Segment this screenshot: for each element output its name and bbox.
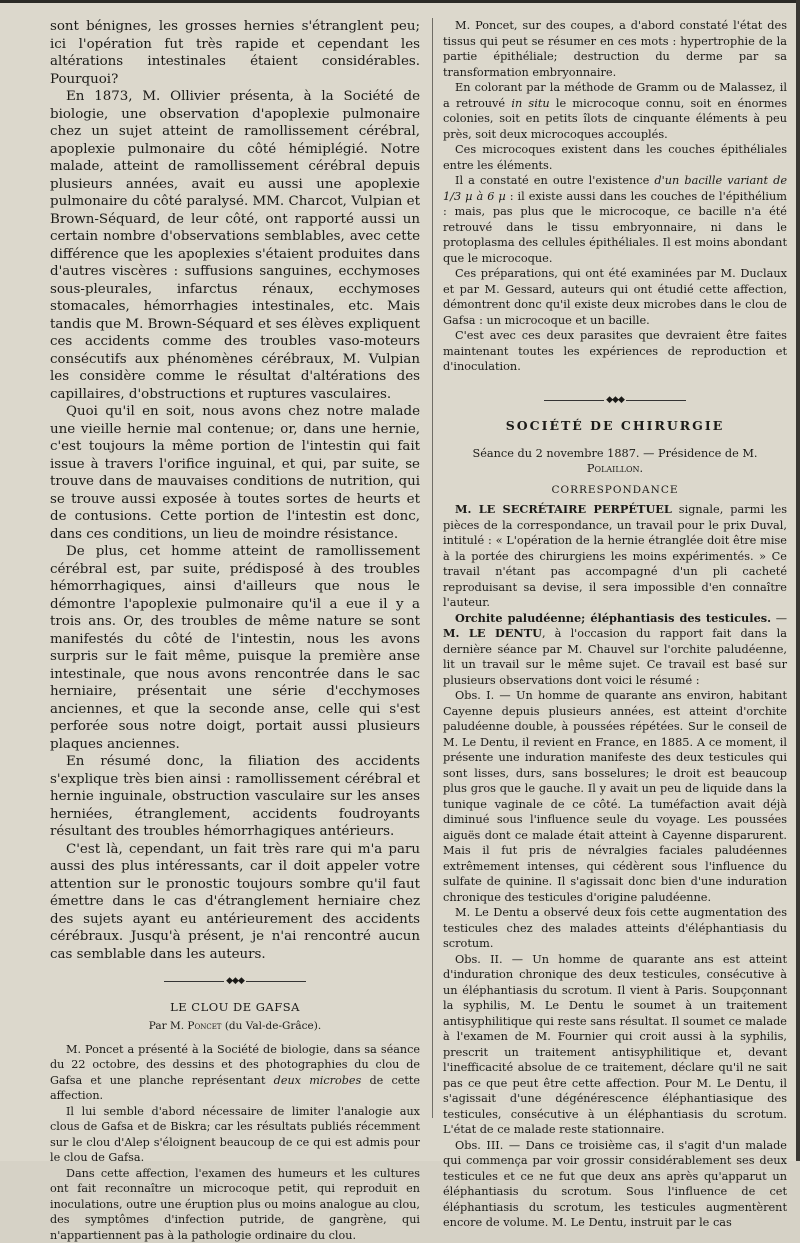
text-run: : il existe aussi dans les couches de l'épithélium : mais, pas plus que le microcoque, ce bacille n'a été retrouvé dans le tissu embryonnaire, ni dans le protoplasma des cellules épithéliales. Il est moins abondant que le microcoque. xyxy=(443,190,787,265)
paragraph: C'est avec ces deux parasites que devraient être faites maintenant toutes les expériences de reproduction et d'inoculation. xyxy=(443,328,787,375)
subsection-title: Orchite paludéenne; éléphantiasis des testicules. xyxy=(455,611,771,625)
byline-author: Poncet xyxy=(187,1020,221,1032)
divider-ornament: ◆◆◆ xyxy=(226,973,244,991)
left-column xyxy=(50,18,420,1243)
paragraph: Dans cette affection, l'examen des humeurs et les cultures ont fait reconnaître un microcoque petit, qui reproduit en inoculations, outre une éruption plus ou moins analogue au clou, des symptômes d'infection putride, de gangrène, qui n'appartiennent pas à la pathologie ordinaire du clou. xyxy=(50,1166,420,1243)
article-byline xyxy=(50,1018,420,1036)
text-run: . xyxy=(640,462,644,475)
paragraph xyxy=(443,80,787,142)
emphasis: deux microbes xyxy=(274,1074,362,1087)
text-run: — xyxy=(771,612,787,625)
text-run: , à l'occasion du rapport fait dans la dernière séance par M. Chauvel sur l'orchite paludéenne, lit un travail sur le même sujet. Ce travail est basé sur plusieurs observations dont voici le résumé : xyxy=(443,627,787,687)
correspondence-heading: CORRESPONDANCE xyxy=(443,483,787,499)
divider-line xyxy=(246,981,306,982)
text-run: de cette affection. xyxy=(50,1074,420,1103)
right-column xyxy=(443,18,787,1231)
paragraph xyxy=(443,611,787,689)
speaker: M. LE DENTU xyxy=(443,626,542,640)
section-divider xyxy=(443,393,787,409)
paragraph: M. Poncet, sur des coupes, a d'abord constaté l'état des tissus qui peut se résumer en ces mots : hypertrophie de la partie épithéliale; destruction du derme par sa transformation embryonnaire. xyxy=(443,18,787,80)
article-title: LE CLOU DE GAFSA xyxy=(50,999,420,1017)
paragraph: En résumé donc, la filiation des accidents s'explique très bien ainsi : ramollissement cérébral et hernie inguinale, obstruction vasculaire sur les anses herniées, étranglement, accidents foudroyants résultant des troubles hémorrhagiques antérieurs. xyxy=(50,753,420,841)
speaker: M. LE SECRÉTAIRE PERPÉTUEL xyxy=(455,502,672,516)
page-edge xyxy=(796,0,800,1161)
paragraph: Ces microcoques existent dans les couches épithéliales entre les éléments. xyxy=(443,142,787,173)
paragraph: sont bénignes, les grosses hernies s'étranglent peu; ici l'opération fut très rapide et cependant les altérations intestinales étaient considérables. Pourquoi? xyxy=(50,18,420,88)
paragraph: M. Le Dentu a observé deux fois cette augmentation des testicules chez des malades atteints d'éléphantiasis du scrotum. xyxy=(443,905,787,952)
byline-prefix: Par M. xyxy=(149,1020,188,1032)
text-run: M. Poncet a présenté à la Société de biologie, dans sa séance du 22 octobre, des dessins et des photographies du clou de Gafsa et une planche représentant xyxy=(50,1043,420,1087)
paragraph: Quoi qu'il en soit, nous avons chez notre malade une vieille hernie mal contenue; or, dans une hernie, c'est toujours la même portion de l'intestin qui fait issue à travers l'orifice inguinal, et qui, par suite, se trouve dans de mauvaises conditions de nutrition, qui se trouve aussi exposée à toutes sortes de heurts et de contusions. Cette portion de l'intestin est donc, dans ces conditions, un lieu de moindre résistance. xyxy=(50,403,420,543)
paragraph xyxy=(50,1042,420,1104)
paragraph: Obs. III. — Dans ce troisième cas, il s'agit d'un malade qui commença par voir grossir considérablement ses deux testicules et ce ne fut que deux ans après qu'apparut un éléphantiasis du scrotum. Sous l'influence de cet éléphantiasis du scrotum, les testicules augmentèrent encore de volume. M. Le Dentu, instruit par le cas xyxy=(443,1138,787,1231)
president-name: Polaillon xyxy=(587,462,640,475)
text-run: signale, parmi les pièces de la correspondance, un travail pour le prix Duval, intitulé : « L'opération de la hernie étranglée doit être mise à la portée des chirurgiens les moins expérimentés. » Ce travail n'étant pas accompagné d'un pli cacheté reproduisant sa devise, il sera impossible d'en connaître l'auteur. xyxy=(443,503,787,609)
text-run: En colorant par la méthode de Gramm ou de Malassez, il a retrouvé xyxy=(443,81,787,110)
divider-ornament: ◆◆◆ xyxy=(606,393,624,409)
society-title: SOCIÉTÉ DE CHIRURGIE xyxy=(443,418,787,434)
paragraph xyxy=(443,173,787,266)
paragraph: Ces préparations, qui ont été examinées par M. Duclaux et par M. Gessard, auteurs qui ont étudié cette affection, démontrent donc qu'il existe deux microbes dans le clou de Gafsa : un microcoque et un bacille. xyxy=(443,266,787,328)
emphasis: in situ xyxy=(511,97,549,110)
article-body xyxy=(50,1042,420,1243)
divider-line xyxy=(626,400,686,401)
paragraph: Il lui semble d'abord nécessaire de limiter l'analogie aux clous de Gafsa et de Biskra; car les résultats publiés récemment sur le clou d'Alep s'éloignent beaucoup de ce qui est admis pour le clou de Gafsa. xyxy=(50,1104,420,1166)
paragraph: En 1873, M. Ollivier présenta, à la Société de biologie, une observation d'apoplexie pulmonaire chez un sujet atteint de ramollissement cérébral, apoplexie pulmonaire du côté hémiplégié. Notre malade, atteint de ramollissement cérébral depuis plusieurs années, avait eu aussi une apoplexie pulmonaire du côté paralysé. MM. Charcot, Vulpian et Brown-Séquard, de leur côté, ont rapporté aussi un certain nombre d'observations semblables, avec cette différence que les apoplexies s'étaient produites dans d'autres viscères : suffusions sanguines, ecchymoses sous-pleurales, infarctus rénaux, ecchymoses stomacales, hémorrhagies intestinales, etc. Mais tandis que M. Brown-Séquard et ses élèves expliquent ces accidents comme des troubles vaso-moteurs consécutifs aux phénomènes cérébraux, M. Vulpian les considère comme le résultat d'altérations des capillaires, d'obstructions et ruptures vasculaires. xyxy=(50,88,420,403)
text-run: Il a constaté en outre l'existence xyxy=(455,174,654,187)
divider-line xyxy=(544,400,604,401)
byline-suffix: (du Val-de-Grâce). xyxy=(221,1020,321,1032)
paragraph xyxy=(443,502,787,611)
paragraph: C'est là, cependant, un fait très rare qui m'a paru aussi des plus intéressants, car il doit appeler votre attention sur le pronostic toujours sombre qu'il faut émettre dans le cas d'étranglement herniaire chez des sujets ayant eu antérieurement des accidents cérébraux. Jusqu'à présent, je n'ai rencontré aucun cas semblable dans les auteurs. xyxy=(50,841,420,964)
top-rule xyxy=(0,0,800,3)
text-run: Séance du 2 novembre 1887. — Présidence de M. xyxy=(472,447,757,460)
emphasis: d'un bacille variant de 1/3 µ à 6 µ xyxy=(443,174,787,203)
section-divider xyxy=(50,973,420,991)
divider-line xyxy=(164,981,224,982)
text-run: le microcoque connu, soit en énormes colonies, soit en petits îlots de cinquante éléments à peu près, soit deux microcoques accouplés. xyxy=(443,97,787,141)
session-line xyxy=(443,446,787,477)
paragraph: De plus, cet homme atteint de ramollissement cérébral est, par suite, prédisposé à des troubles hémorrhagiques, ainsi d'ailleurs que nous le démontre l'apoplexie pulmonaire qu'il a eue il y a trois ans. Or, des troubles de même nature se sont manifestés du côté de l'intestin, nous les avons surpris sur le fait même, puisque la première anse intestinale, que nous avons rencontrée dans le sac herniaire, présentait une série d'ecchymoses anciennes, et que la seconde anse, celle qui s'est perforée sous notre doigt, portait aussi plusieurs plaques anciennes. xyxy=(50,543,420,753)
paragraph: Obs. II. — Un homme de quarante ans est atteint d'induration chronique des deux testicules, consécutive à un éléphantiasis du scrotum. Il vient à Paris. Soupçonnant la syphilis, M. Le Dentu le soumet à un traitement antisyphilitique qui reste sans résultat. Il soumet ce malade à l'examen de M. Fournier qui croit aussi à la syphilis, prescrit un traitement antisyphilitique et, devant l'inefficacité absolue de ce traitement, déclare qu'il ne sait pas ce que peut être cette affection. Pour M. Le Dentu, il s'agissait d'une dégénérescence éléphantiasique des testicules, consécutive à un éléphantiasis du scrotum. L'état de ce malade reste stationnaire. xyxy=(443,952,787,1138)
column-rule xyxy=(432,18,433,1118)
paragraph: Obs. I. — Un homme de quarante ans environ, habitant Cayenne depuis plusieurs années, est atteint d'orchite paludéenne double, à poussées répétées. Sur le conseil de M. Le Dentu, il revient en France, en 1885. A ce moment, il présente une induration manifeste des deux testicules qui sont lisses, durs, sans bosselures; le droit est beaucoup plus gros que le gauche. Il y avait un peu de liquide dans la tunique vaginale de ce côté. La tuméfaction avait déjà diminué sous l'influence seule du voyage. Les poussées aiguës dont ce malade était atteint à Cayenne disparurent. Mais il fut pris de névralgies faciales paludéennes extrêmement intenses, qui cédèrent sous l'influence du sulfate de quinine. Il s'agissait donc bien d'une induration chronique des testicules d'origine paludéenne. xyxy=(443,688,787,905)
